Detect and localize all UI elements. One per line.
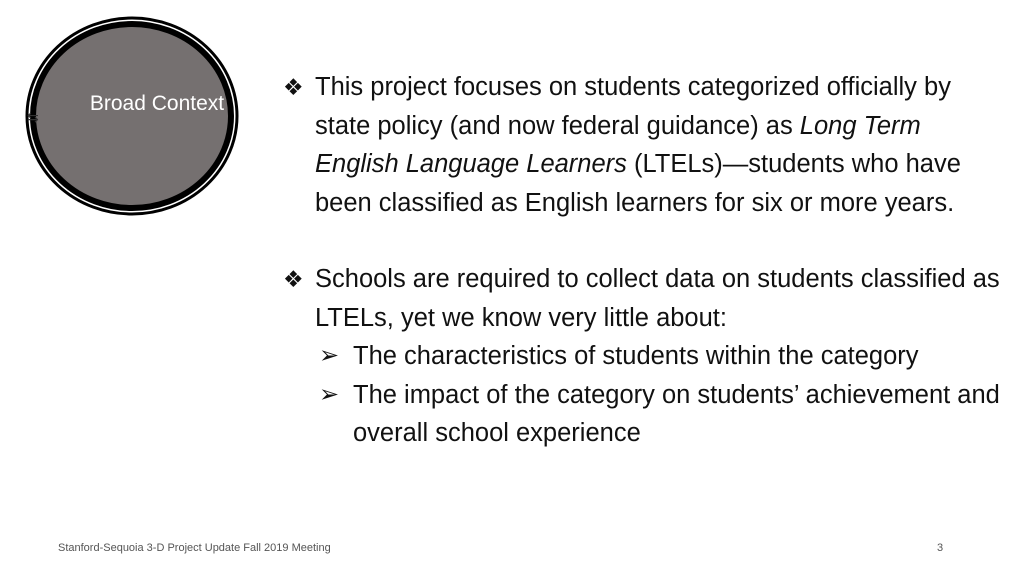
bullet-item [283,68,1003,222]
sub-bullet-item [315,337,1003,376]
footer-text: Stanford-Sequoia 3-D Project Update Fall 2019 Meeting [58,542,331,554]
sub-bullet-text: The characteristics of students within the category [353,342,919,370]
bullet-emphasis: Long Term English Language Learners [315,111,921,178]
diamond-bullet-icon: ❖ [283,74,304,100]
bullet-item [283,260,1003,337]
cycle-arrow-icon: ⇆ [27,109,39,125]
sub-bullet-item [315,376,1003,453]
bullet-text: This project focuses on students categorized officially by state policy (and now federal guidance) as [315,73,951,140]
section-badge [24,16,240,216]
arrowhead-bullet-icon: ➢ [319,342,340,369]
sub-bullet-text: The impact of the category on students’ achievement and overall school experience [353,380,1000,447]
bullet-text-end: (LTELs)—students who have been classified as English learners for six or more years. [315,150,961,217]
bullet-text: Schools are required to collect data on students classified as LTELs, yet we know very little about: [315,265,1000,332]
badge-label: Broad Context [89,92,225,115]
diamond-bullet-icon: ❖ [283,266,304,292]
arrowhead-bullet-icon: ➢ [319,380,340,408]
page-number: 3 [937,542,944,554]
slide-body [283,68,1003,453]
